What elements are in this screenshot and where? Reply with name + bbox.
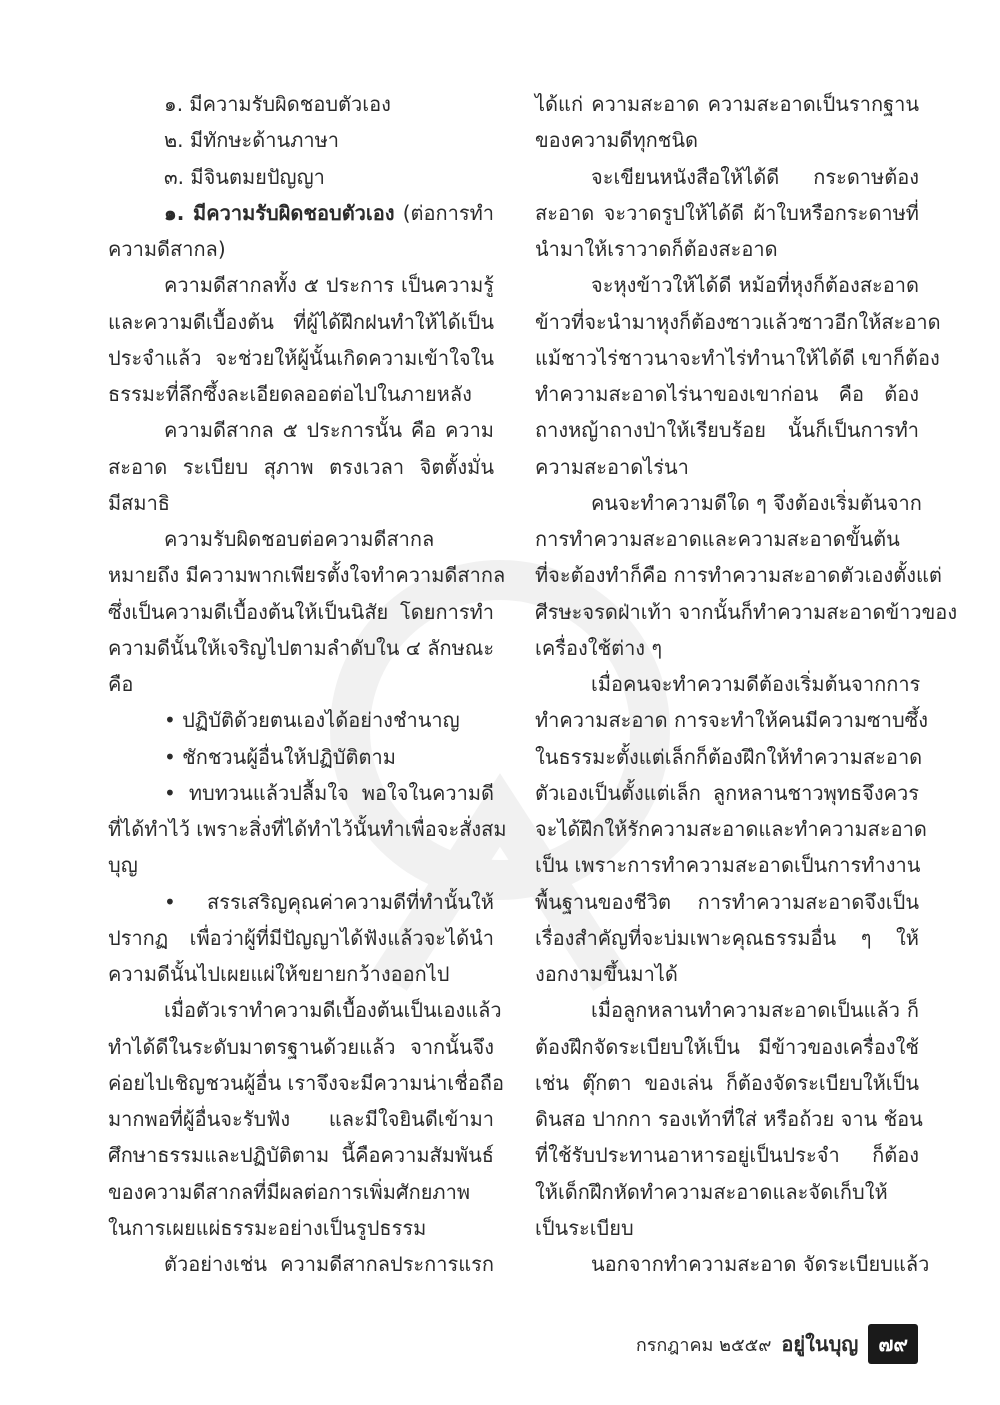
text-line (108, 521, 494, 557)
line-text: ตัวอย่างเช่น ความดีสากลประการแรก (164, 1252, 494, 1276)
line-text: นำมาให้เราวาดก็ต้องสะอาด (535, 237, 778, 261)
text-line (108, 775, 494, 811)
text-line (535, 1101, 923, 1137)
text-line (535, 811, 927, 847)
footer-issue-date: กรกฎาคม ๒๕๕๙ (635, 1334, 772, 1356)
text-line (535, 847, 919, 883)
line-text: ๓. มีจินตมยปัญญา (164, 164, 325, 189)
text-line (108, 412, 494, 448)
text-line (535, 775, 919, 811)
line-text: • ทบทวนแล้วปลื้มใจ พอใจในความดี (164, 780, 494, 805)
text-line (108, 956, 494, 992)
text-line (535, 86, 919, 122)
text-line (535, 376, 919, 412)
line-text: ความดีสากล ๕ ประการนั้น คือ ความ (164, 418, 494, 443)
text-line (108, 1137, 494, 1173)
line-text: ทำความสะอาดไร่นาของเขาก่อน คือ ต้อง (535, 382, 919, 406)
line-text: งอกงามขึ้นมาได้ (535, 962, 678, 986)
text-line (108, 702, 494, 738)
footer-magazine-name: อยู่ในบุญ (781, 1332, 859, 1356)
text-line (108, 159, 494, 195)
text-line (108, 304, 494, 340)
line-text: ตัวเองเป็นตั้งแต่เล็ก ลูกหลานชาวพุทธจึงควร (535, 780, 919, 805)
line-text: • ปฏิบัติด้วยตนเองได้อย่างชำนาญ (164, 708, 460, 733)
text-line (535, 630, 919, 666)
line-text: มีสมาธิ (108, 490, 171, 515)
text-line (535, 1029, 919, 1065)
text-line (535, 557, 942, 593)
text-line (535, 340, 940, 376)
text-line (108, 811, 507, 847)
text-line (108, 376, 494, 412)
line-text: จะได้ฝึกให้รักความสะอาดและทำความสะอาด (535, 817, 927, 841)
line-text: ความดีนั้นไปเผยแผ่ให้ขยายกว้างออกไป (108, 962, 450, 986)
text-line (535, 1246, 930, 1282)
left-column (108, 86, 507, 1282)
line-text: ศึกษาธรรมและปฏิบัติตาม นี้คือความสัมพันธ์ (108, 1143, 494, 1168)
line-text: สะอาด ระเบียบ สุภาพ ตรงเวลา จิตตั้งมั่น (108, 454, 494, 479)
line-text: เป็น เพราะการทำความสะอาดเป็นการทำงาน (535, 853, 921, 878)
text-line (108, 1029, 494, 1065)
text-line (535, 702, 928, 738)
line-text: ความดีนั้นให้เจริญไปตามลำดับใน ๔ ลักษณะ (108, 635, 495, 660)
line-text: ธรรมะที่ลึกซึ้งละเอียดลออต่อไปในภายหลัง (108, 382, 472, 406)
text-line (108, 884, 494, 920)
text-line (108, 195, 494, 231)
line-text: • ชักชวนผู้อื่นให้ปฏิบัติตาม (164, 744, 396, 769)
text-line (108, 340, 494, 376)
text-line (108, 920, 494, 956)
line-text: แม้ชาวไร่ชาวนาจะทำไร่ทำนาให้ได้ดี เขาก็ต้อง (535, 345, 940, 370)
line-text: จะหุงข้าวให้ได้ดี หม้อที่หุงก็ต้องสะอาด (591, 273, 919, 298)
line-text: (ต่อการทำ (394, 200, 494, 225)
text-line (535, 739, 923, 775)
text-line (108, 86, 494, 122)
text-line (108, 557, 506, 593)
line-text: ความดีสากลทั้ง ๕ ประการ เป็นความรู้ (164, 273, 494, 298)
line-text: ค่อยไปเชิญชวนผู้อื่น เราจึงจะมีความน่าเชื่อถือ (108, 1070, 504, 1095)
text-line (535, 267, 919, 303)
line-text: เช่น ตุ๊กตา ของเล่น ก็ต้องจัดระเบียบให้เป็น (535, 1070, 919, 1095)
line-text: ความรับผิดชอบต่อความดีสากล (164, 527, 435, 551)
line-text: การทำความสะอาดและความสะอาดขั้นต้น (535, 527, 900, 551)
text-line (535, 956, 919, 992)
line-text: ต้องฝึกจัดระเบียบให้เป็น มีข้าวของเครื่องใช้ (535, 1034, 919, 1059)
text-line (108, 1065, 504, 1101)
line-text: ศีรษะจรดฝ่าเท้า จากนั้นก็ทำความสะอาดข้าวของ (535, 599, 958, 624)
line-text: และความดีเบื้องต้น ที่ผู้ได้ฝึกฝนทำให้ได้เป็น (108, 309, 494, 334)
line-text: เมื่อคนจะทำความดีต้องเริ่มต้นจากการ (591, 672, 921, 696)
bold-heading: ๑. มีความรับผิดชอบตัวเอง (164, 200, 395, 225)
line-text: เรื่องสำคัญที่จะบ่มเพาะคุณธรรมอื่น ๆ ให้ (535, 925, 919, 950)
line-text: เมื่อลูกหลานทำความสะอาดเป็นแล้ว ก็ (591, 998, 919, 1023)
text-line (108, 267, 494, 303)
line-text: • สรรเสริญคุณค่าความดีที่ทำนั้นให้ (164, 889, 494, 914)
text-line (108, 485, 494, 521)
text-line (535, 304, 941, 340)
text-line (535, 485, 922, 521)
line-text: ได้แก่ ความสะอาด ความสะอาดเป็นรากฐาน (535, 92, 919, 116)
text-line (108, 1246, 494, 1282)
line-text: ๑. มีความรับผิดชอบตัวเอง (164, 92, 391, 116)
text-line (108, 122, 494, 158)
line-text: นอกจากทำความสะอาด จัดระเบียบแล้ว (591, 1252, 930, 1276)
line-text: ในการเผยแผ่ธรรมะอย่างเป็นรูปธรรม (108, 1215, 427, 1240)
line-text: ๒. มีทักษะด้านภาษา (164, 128, 340, 153)
line-text: ของความดีสากลที่มีผลต่อการเพิ่มศักยภาพ (108, 1179, 471, 1204)
line-text: ถางหญ้าถางป่าให้เรียบร้อย นั้นก็เป็นการทำ (535, 418, 919, 443)
line-text: ที่จะต้องทำก็คือ การทำความสะอาดตัวเองตั้งแต่ (535, 563, 942, 588)
text-line (108, 1210, 494, 1246)
text-line (535, 1174, 919, 1210)
line-text: ทำความสะอาด การจะทำให้คนมีความซาบซึ้ง (535, 708, 928, 733)
line-text: ประจำแล้ว จะช่วยให้ผู้นั้นเกิดความเข้าใจใน (108, 345, 494, 370)
line-text: ปรากฏ เพื่อว่าผู้ที่มีปัญญาได้ฟังแล้วจะได้นำ (108, 925, 494, 950)
text-line (535, 1210, 919, 1246)
text-line (535, 122, 919, 158)
text-line (535, 195, 919, 231)
line-text: ทำได้ดีในระดับมาตรฐานด้วยแล้ว จากนั้นจึง (108, 1034, 494, 1059)
text-line (108, 231, 494, 267)
line-text: ที่ได้ทำไว้ เพราะสิ่งที่ได้ทำไว้นั้นทำเพื่อจะสั่งสม (108, 817, 507, 841)
line-text: หมายถึง มีความพากเพียรตั้งใจทำความดีสากล (108, 563, 506, 588)
line-text: ความดีสากล) (108, 237, 226, 261)
text-line (108, 847, 494, 883)
text-line (108, 992, 502, 1028)
line-text: บุญ (108, 853, 138, 878)
line-text: ที่ใช้รับประทานอาหารอยู่เป็นประจำ ก็ต้อง (535, 1143, 919, 1168)
text-line (108, 739, 494, 775)
line-text: คือ (108, 672, 134, 696)
text-line (108, 666, 494, 702)
page-footer (636, 1324, 918, 1364)
text-line (535, 884, 919, 920)
line-text: ดินสอ ปากกา รองเท้าที่ใส่ หรือถ้วย จาน ช้อน (535, 1107, 923, 1131)
text-line (108, 1101, 494, 1137)
text-line (535, 412, 919, 448)
line-text: จะเขียนหนังสือให้ได้ดี กระดาษต้อง (591, 164, 919, 189)
text-line (535, 920, 919, 956)
text-line (535, 159, 919, 195)
line-text: มากพอที่ผู้อื่นจะรับฟัง และมีใจยินดีเข้ามา (108, 1107, 494, 1131)
line-text: เป็นระเบียบ (535, 1215, 634, 1240)
text-line (535, 1137, 919, 1173)
line-text: คนจะทำความดีใด ๆ จึงต้องเริ่มต้นจาก (591, 490, 922, 515)
line-text: ซึ่งเป็นความดีเบื้องต้นให้เป็นนิสัย โดยการทำ (108, 599, 494, 624)
line-text: ความสะอาดไร่นา (535, 454, 689, 479)
text-line (535, 521, 919, 557)
right-column (535, 86, 958, 1282)
text-line (108, 594, 494, 630)
text-line (108, 449, 494, 485)
text-line (535, 449, 919, 485)
line-text: สะอาด จะวาดรูปให้ได้ดี ผ้าใบหรือกระดาษที่ (535, 200, 919, 225)
text-line (108, 630, 494, 666)
text-line (108, 1174, 494, 1210)
page-number: ๗๙ (868, 1324, 918, 1364)
text-line (535, 666, 919, 702)
line-text: เมื่อตัวเราทำความดีเบื้องต้นเป็นเองแล้ว (164, 998, 502, 1023)
line-text: ในธรรมะตั้งแต่เล็กก็ต้องฝึกให้ทำความสะอาด (535, 744, 923, 769)
text-line (535, 992, 919, 1028)
line-text: ข้าวที่จะนำมาหุงก็ต้องซาวแล้วซาวอีกให้สะอาด (535, 309, 941, 334)
text-line (535, 1065, 919, 1101)
text-line (535, 231, 919, 267)
line-text: พื้นฐานของชีวิต การทำความสะอาดจึงเป็น (535, 889, 919, 914)
text-line (535, 594, 958, 630)
line-text: เครื่องใช้ต่าง ๆ (535, 635, 663, 660)
line-text: ให้เด็กฝึกหัดทำความสะอาดและจัดเก็บให้ (535, 1179, 888, 1204)
line-text: ของความดีทุกชนิด (535, 128, 698, 153)
